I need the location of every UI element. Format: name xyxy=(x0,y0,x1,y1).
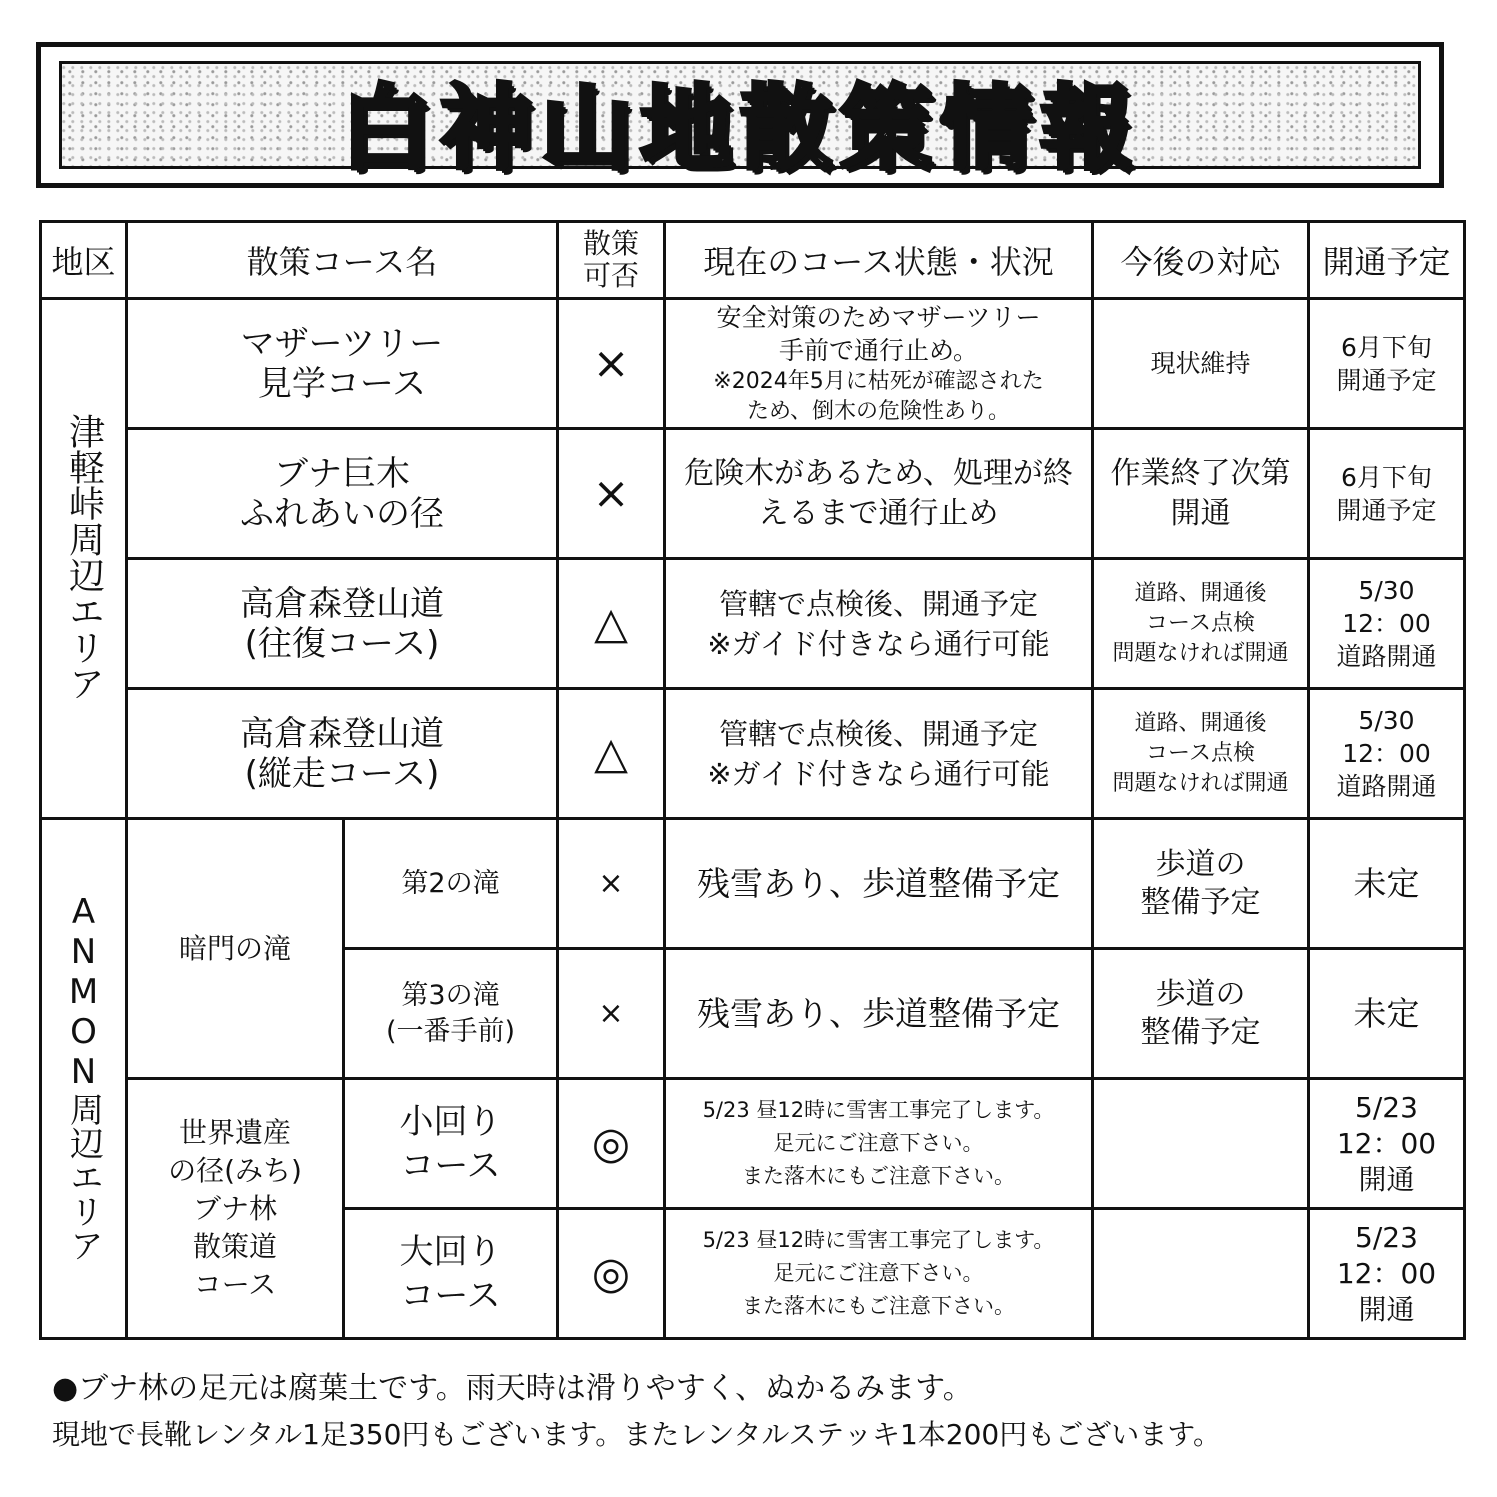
status-mark: △ xyxy=(558,559,665,689)
table-row xyxy=(41,1079,1465,1209)
opening-cell: 6月下旬 開通予定 xyxy=(1309,429,1465,559)
trail-info-table xyxy=(39,220,1466,1340)
condition-cell: 管轄で点検後、開通予定 ※ガイド付きなら通行可能 xyxy=(665,689,1093,819)
area-label: ANMON周辺エリア xyxy=(63,891,104,1262)
status-mark: × xyxy=(558,299,665,429)
action-cell xyxy=(1093,1209,1309,1339)
condition-cell xyxy=(665,299,1093,429)
condition-cell: 残雪あり、歩道整備予定 xyxy=(665,949,1093,1079)
title-banner xyxy=(36,42,1444,188)
status-mark: × xyxy=(558,429,665,559)
area-cell-anmon xyxy=(41,819,127,1339)
status-mark: × xyxy=(558,949,665,1079)
header-area: 地区 xyxy=(41,222,127,299)
status-mark: △ xyxy=(558,689,665,819)
course-name: 第3の滝 (一番手前) xyxy=(344,949,558,1079)
action-cell: 歩道の 整備予定 xyxy=(1093,949,1309,1079)
footnote-1: ●ブナ林の足元は腐葉土です。雨天時は滑りやすく、ぬかるみます。 xyxy=(52,1371,973,1406)
opening-cell: 6月下旬 開通予定 xyxy=(1309,299,1465,429)
footnote-2: 現地で長靴レンタル1足350円もございます。またレンタルステッキ1本200円もございます。 xyxy=(52,1418,1222,1451)
course-name: 小回り コース xyxy=(344,1079,558,1209)
action-cell: 道路、開通後 コース点検 問題なければ開通 xyxy=(1093,689,1309,819)
opening-cell: 5/23 12：00 開通 xyxy=(1309,1209,1465,1339)
table-row xyxy=(41,299,1465,429)
opening-cell: 5/30 12：00 道路開通 xyxy=(1309,689,1465,819)
condition-cell: 管轄で点検後、開通予定 ※ガイド付きなら通行可能 xyxy=(665,559,1093,689)
group-label: 世界遺産 の径(みち) ブナ林 散策道 コース xyxy=(127,1079,344,1339)
action-cell: 現状維持 xyxy=(1093,299,1309,429)
status-mark: × xyxy=(558,819,665,949)
action-cell: 歩道の 整備予定 xyxy=(1093,819,1309,949)
table-row xyxy=(41,689,1465,819)
condition-text: 安全対策のためマザーツリー 手前で通行止め。 xyxy=(716,302,1041,365)
condition-cell: 5/23 昼12時に雪害工事完了します。 足元にご注意下さい。 また落木にもご注意下さい。 xyxy=(665,1079,1093,1209)
table-row xyxy=(41,559,1465,689)
area-label: 津軽峠周辺エリア xyxy=(63,412,105,701)
action-cell: 道路、開通後 コース点検 問題なければ開通 xyxy=(1093,559,1309,689)
area-cell-tsugaru xyxy=(41,299,127,819)
header-action: 今後の対応 xyxy=(1093,222,1309,299)
action-cell xyxy=(1093,1079,1309,1209)
condition-cell: 5/23 昼12時に雪害工事完了します。 足元にご注意下さい。 また落木にもご注意下さい。 xyxy=(665,1209,1093,1339)
course-name: 第2の滝 xyxy=(344,819,558,949)
status-mark: ◎ xyxy=(558,1079,665,1209)
condition-note: ※2024年5月に枯死が確認された ため、倒木の危険性あり。 xyxy=(713,368,1044,424)
header-course: 散策コース名 xyxy=(127,222,558,299)
footnotes xyxy=(52,1366,1472,1458)
header-condition: 現在のコース状態・状況 xyxy=(665,222,1093,299)
course-name: 高倉森登山道 (縦走コース) xyxy=(127,689,558,819)
opening-cell: 未定 xyxy=(1309,819,1465,949)
course-name: 大回り コース xyxy=(344,1209,558,1339)
group-label: 暗門の滝 xyxy=(127,819,344,1079)
header-row xyxy=(41,222,1465,299)
opening-cell: 5/30 12：00 道路開通 xyxy=(1309,559,1465,689)
opening-cell: 未定 xyxy=(1309,949,1465,1079)
table-row xyxy=(41,819,1465,949)
opening-cell: 5/23 12：00 開通 xyxy=(1309,1079,1465,1209)
header-availability: 散策 可否 xyxy=(558,222,665,299)
course-name: ブナ巨木 ふれあいの径 xyxy=(127,429,558,559)
course-name: マザーツリー 見学コース xyxy=(127,299,558,429)
condition-cell: 危険木があるため、処理が終 えるまで通行止め xyxy=(665,429,1093,559)
status-mark: ◎ xyxy=(558,1209,665,1339)
condition-cell: 残雪あり、歩道整備予定 xyxy=(665,819,1093,949)
table-row xyxy=(41,429,1465,559)
action-cell: 作業終了次第 開通 xyxy=(1093,429,1309,559)
course-name: 高倉森登山道 (往復コース) xyxy=(127,559,558,689)
header-opening: 開通予定 xyxy=(1309,222,1465,299)
page-title: 白神山地散策情報 xyxy=(339,75,1140,182)
